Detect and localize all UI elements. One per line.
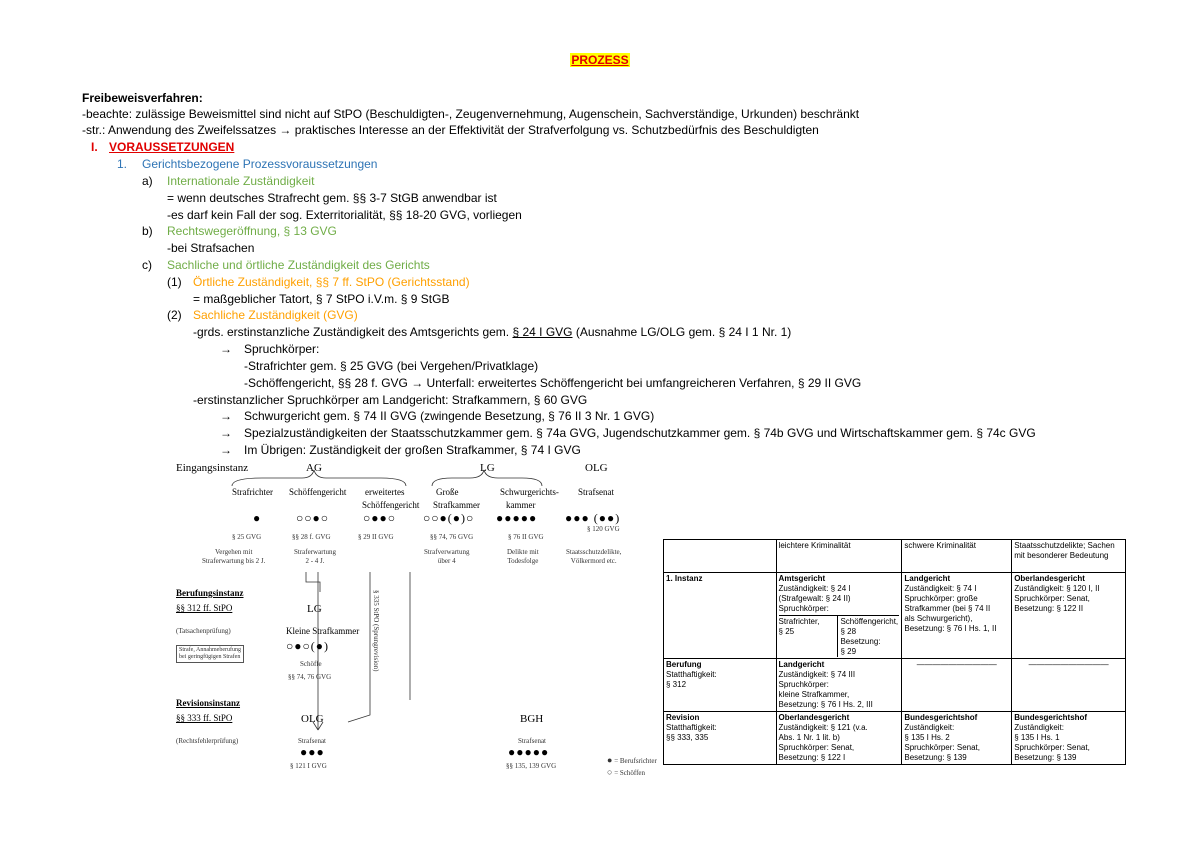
strafsenat-dots: ●●● (●●): [565, 511, 621, 525]
schwurgericht-note: Delikte mit Todesfolge: [507, 548, 539, 565]
erweitertes-schoeffengericht-label: Schöffengericht: [362, 500, 420, 510]
arrow-icon: →: [220, 443, 232, 457]
strafrichter-label: Strafrichter: [232, 487, 273, 497]
strafrichter-dots: ●: [253, 511, 262, 525]
grosse-strafkammer-dots: ○○●(●)○: [423, 511, 475, 525]
row-label: Revision: [666, 713, 700, 722]
page-title: PROZESS: [571, 53, 629, 67]
berufungsinstanz-note: (Tatsachenprüfung): [176, 627, 231, 635]
item-b-heading: Rechtswegeröffnung, § 13 GVG: [167, 224, 337, 238]
schoeffengericht-dots: ○○●○: [296, 511, 329, 525]
olg-strafsenat-label: Strafsenat: [298, 737, 326, 745]
court-body: Zuständigkeit: § 74 III Spruchkörper: kleine Strafkammer, Besetzung: § 76 I Hs. 2, III: [778, 670, 873, 709]
court-title: Oberlandesgericht: [778, 713, 850, 722]
court-body: Zuständigkeit: § 120 I, II Spruchkörper: Senat, Besetzung: § 122 II: [1014, 584, 1100, 613]
landgericht-item-1: Schwurgericht gem. § 74 II GVG (zwingende Besetzung, § 76 II 3 Nr. 1 GVG): [244, 409, 655, 423]
schwurgericht-dots: ●●●●●: [496, 511, 538, 525]
section-1-1-heading: Gerichtsbezogene Prozessvoraussetzungen: [142, 157, 378, 171]
item-c-heading: Sachliche und örtliche Zuständigkeit des Gerichts: [167, 258, 430, 272]
table-header-row: [664, 540, 1126, 573]
landgericht-item-3: Im Übrigen: Zuständigkeit der großen Strafkammer, § 74 I GVG: [244, 443, 581, 457]
lg-label: LG: [480, 462, 495, 474]
legend-schoeffen: ○ = Schöffen: [607, 767, 646, 777]
revisionsinstanz-label: Revisionsinstanz: [176, 698, 241, 708]
erweitertes-label: erweitertes: [365, 487, 405, 497]
table-row: [664, 659, 1126, 712]
table-cell: [902, 712, 1012, 765]
row-label-cell: [664, 659, 777, 712]
eingangsinstanz-label: Eingangsinstanz: [176, 462, 249, 474]
sprungrevision-label: § 335 StPO (Sprungrevision): [372, 590, 380, 672]
landgericht-line: -erstinstanzlicher Spruchkörper am Landgericht: Strafkammern, § 60 GVG: [193, 393, 588, 407]
item-a-heading: Internationale Zuständigkeit: [167, 174, 315, 188]
table-row: [664, 573, 1126, 659]
court-title: Amtsgericht: [778, 574, 826, 583]
row-label: Berufung: [666, 660, 702, 669]
strafsenat-note: Staatsschutzdelikte, Völkermord etc.: [566, 548, 622, 565]
bgh-strafsenat-dots: ●●●●●: [508, 745, 550, 759]
berufungsinstanz-label: Berufungsinstanz: [176, 588, 244, 598]
grosse-label: Große: [436, 487, 459, 497]
schoeffengericht-label: Schöffengericht: [289, 487, 347, 497]
court-body: Zuständigkeit: § 121 (v.a. Abs. 1 Nr. 1 lit. b) Spruchkörper: Senat, Besetzung: § 122 I: [778, 723, 868, 762]
table-cell: [664, 540, 777, 573]
intro-line-1: -beachte: zulässige Beweismittel sind nicht auf StPO (Beschuldigten-, Zeugenvernehmung, Augenschein, Sachverständige, Urkunden) beschränkt: [82, 107, 860, 121]
olg-label: OLG: [585, 462, 608, 474]
table-header-cell: Staatsschutzdelikte; Sachen mit besonderer Bedeutung: [1012, 540, 1126, 573]
revisionsinstanz-note: (Rechtsfehlerprüfung): [176, 737, 239, 745]
revisionsinstanz-ref: §§ 333 ff. StPO: [176, 713, 233, 723]
schoeffe-note: Schöffe: [300, 660, 322, 668]
item-c2-heading: Sachliche Zuständigkeit (GVG): [193, 308, 358, 322]
gvg120-ref: § 120 GVG: [587, 525, 620, 533]
court-overview-table: [663, 539, 1126, 765]
table-cell: [776, 659, 902, 712]
intro-heading: Freibeweisverfahren:: [82, 91, 203, 105]
lg-berufung-label: LG: [307, 603, 322, 615]
court-body: Zuständigkeit: § 74 I Spruchkörper: große Strafkammer (bei § 74 II als Schwurgericht), Besetzung: § 76 I Hs. 1, II: [904, 584, 997, 633]
table-header-cell: schwere Kriminalität: [902, 540, 1012, 573]
gvg74b-ref: § 76 II GVG: [508, 533, 544, 541]
court-title: Landgericht: [904, 574, 951, 583]
gvg74c-ref: §§ 74, 76 GVG: [288, 673, 332, 681]
spruchkoerper-subcells: [779, 615, 900, 657]
schwurgericht-label: Schwurgerichts-: [500, 487, 559, 497]
item-c1-heading: Örtliche Zuständigkeit, §§ 7 ff. StPO (Gerichtsstand): [193, 275, 470, 289]
erweitertes-dots: ○●●○: [363, 511, 396, 525]
landgericht-item-2: Spezialzuständigkeiten der Staatsschutzkammer gem. § 74a GVG, Jugendschutzkammer gem. § 74b GVG und Wirtschaftskammer gem. § 74c GVG: [244, 426, 1036, 440]
item-a-number: a): [142, 174, 153, 188]
berufungsinstanz-box: Strafe, Annahmeberufung bei geringfügigen Strafen: [176, 645, 244, 663]
court-title: Oberlandesgericht: [1014, 574, 1085, 583]
section-1-1-number: 1.: [117, 157, 128, 171]
table-cell: [1012, 712, 1126, 765]
gvg135-ref: §§ 135, 139 GVG: [506, 762, 557, 770]
olg-strafsenat-dots: ●●●: [300, 745, 325, 759]
item-c-number: c): [142, 258, 152, 272]
item-a-line-1: = wenn deutsches Strafrecht gem. §§ 3-7 StGB anwendbar ist: [167, 191, 497, 205]
table-cell: [902, 573, 1012, 659]
section-1-heading: VORAUSSETZUNGEN: [109, 140, 235, 154]
row-label: 1. Instanz: [664, 573, 777, 659]
berufungsinstanz-ref: §§ 312 ff. StPO: [176, 603, 233, 613]
arrow-icon: →: [220, 409, 232, 423]
gvg74-ref: §§ 74, 76 GVG: [430, 533, 474, 541]
item-c2-number: (2): [167, 308, 182, 322]
court-title: Landgericht: [778, 660, 825, 669]
bgh-strafsenat-label: Strafsenat: [518, 737, 546, 745]
table-cell: [1012, 573, 1126, 659]
item-c1-line-1: = maßgeblicher Tatort, § 7 StPO i.V.m. § 9 StGB: [193, 292, 450, 306]
table-row: [664, 712, 1126, 765]
item-c1-number: (1): [167, 275, 182, 289]
arrow-icon: →: [220, 342, 232, 356]
item-c2-line-1: -grds. erstinstanzliche Zuständigkeit des Amtsgerichts gem. § 24 I GVG (Ausnahme LG/OLG gem. § 24 I 1 Nr. 1): [193, 325, 792, 339]
row-sublabel: Statthaftigkeit: §§ 333, 335: [666, 723, 717, 742]
row-sublabel: Statthaftigkeit: § 312: [666, 670, 717, 689]
spruchkoerper-label: Spruchkörper:: [244, 342, 320, 356]
strafrichter-note: Vergehen mit Straferwartung bis 2 J.: [202, 548, 266, 565]
table-cell-empty: ——————————: [1012, 659, 1126, 712]
gvg29-ref: § 29 II GVG: [358, 533, 394, 541]
legend-berufsrichter: ● = Berufsrichter: [607, 755, 657, 765]
olg-revision-label: OLG: [301, 713, 324, 725]
schwurgericht-kammer-label: kammer: [506, 500, 536, 510]
gvg25-ref: § 25 GVG: [232, 533, 262, 541]
gvg28-ref: §§ 28 f. GVG: [292, 533, 331, 541]
table-cell: [776, 573, 902, 659]
table-header-cell: leichtere Kriminalität: [776, 540, 902, 573]
court-body: Zuständigkeit: § 135 I Hs. 2 Spruchkörper: Senat, Besetzung: § 139: [904, 723, 980, 762]
bgh-label: BGH: [520, 713, 544, 725]
spruchkoerper-line-1: -Strafrichter gem. § 25 GVG (bei Vergehen/Privatklage): [244, 359, 539, 373]
court-title: Bundesgerichtshof: [1014, 713, 1088, 722]
row-label-cell: [664, 712, 777, 765]
strafrichter-subcell: Strafrichter, § 25: [779, 615, 838, 657]
item-a-line-2: -es darf kein Fall der sog. Exterritorialität, §§ 18-20 GVG, vorliegen: [167, 208, 522, 222]
section-1-number: I.: [91, 140, 98, 154]
grosse-strafkammer-label: Strafkammer: [433, 500, 480, 510]
grosse-strafkammer-note: Strafverwartung über 4: [424, 548, 470, 565]
arrow-icon: →: [220, 426, 232, 440]
intro-line-2: -str.: Anwendung des Zweifelssatzes → praktisches Interesse an der Effektivität der Strafverfolgung vs. Schutzbedürfnis des Beschuldigten: [82, 123, 819, 137]
ag-label: AG: [306, 462, 322, 474]
spruchkoerper-line-2: -Schöffengericht, §§ 28 f. GVG → Unterfall: erweitertes Schöffengericht bei umfangreicheren Verfahren, § 29 II GVG: [244, 376, 862, 390]
kleine-strafkammer-dots: ○●○(●): [286, 639, 329, 653]
kleine-strafkammer-label: Kleine Strafkammer: [286, 626, 360, 636]
schoeffengericht-subcell: Schöffengericht, § 28 Besetzung: § 29: [837, 615, 899, 657]
item-b-line-1: -bei Strafsachen: [167, 241, 255, 255]
schoeffengericht-note: Straferwartung 2 - 4 J.: [294, 548, 336, 565]
table-cell: [776, 712, 902, 765]
table-cell-empty: ——————————: [902, 659, 1012, 712]
item-b-number: b): [142, 224, 153, 238]
court-body: Zuständigkeit: § 135 I Hs. 1 Spruchkörper: Senat, Besetzung: § 139: [1014, 723, 1090, 762]
strafsenat-label: Strafsenat: [578, 487, 614, 497]
gvg121-ref: § 121 I GVG: [290, 762, 327, 770]
court-title: Bundesgerichtshof: [904, 713, 978, 722]
court-body: Zuständigkeit: § 24 I (Strafgewalt: § 24 II) Spruchkörper:: [778, 584, 851, 613]
